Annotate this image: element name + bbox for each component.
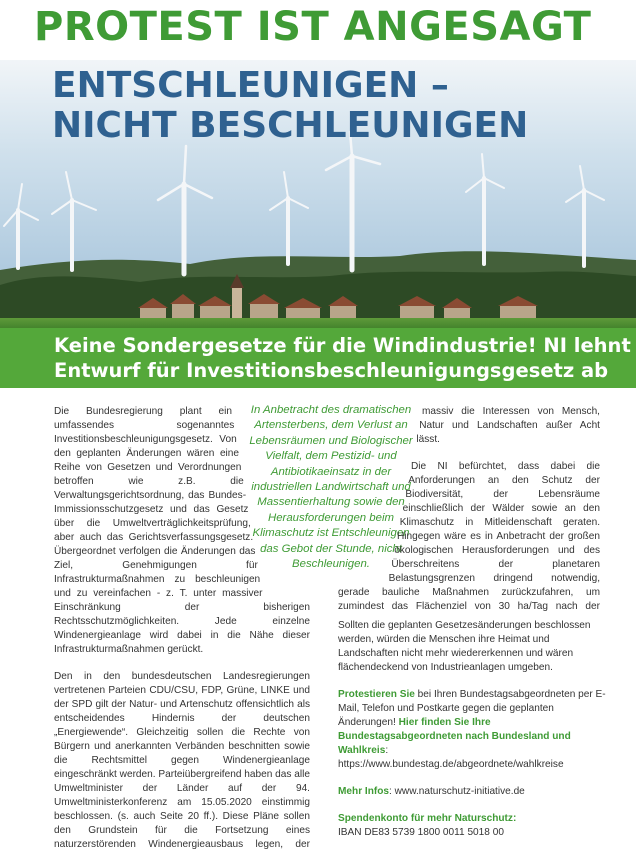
website-link[interactable]: www.naturschutz-initiative.de [394, 786, 525, 797]
donation-label: Spendenkonto für mehr Naturschutz: [338, 813, 517, 824]
subheadline-line-1: Keine Sondergesetze für die Windindustrie! NI lehnt [54, 334, 631, 357]
subheadline-line-2: Entwurf für Investitionsbeschleunigungsgesetz ab [54, 359, 609, 382]
kicker-headline: PROTEST IST ANGESAGT [34, 4, 592, 50]
protest-colon: : [385, 745, 389, 756]
paragraph-concerns: Die NI befürchtet, dass dabei die Anforderungen an den Schutz der Biodiversität, der Lebensräume einschließlich der Wälder sowie an den Klimaschutz in Mitleidenschaft geraten. Hingegen wäre es in Anbetracht der großen ökologischen Herausforderungen und des Überschreitens der planetaren Belastungsgrenzen dringend notwendig, gerade bauliche Maßnahmen zurückzufahren, um zumindest das Flächenziel von 30 ha/Tag nach der [338, 461, 600, 612]
paragraph-nature: massiv die Interessen von Mensch, Natur und Landschaften außer Acht lässt. [416, 406, 600, 445]
pull-quote: In Anbetracht des dramatischen Artensterbens, dem Verlust an Lebensräumen und Biologischer Vielfalt, dem Pestizid- und Antibiotikaeinsatz in der industriellen Landwirtschaft und Massentierhaltung sowie den Herausforderungen beim Klimaschutz ist Entschleunigen das Gebot der Stunde, nicht Beschleunigen. [249, 404, 413, 571]
info-label: Mehr Infos [338, 786, 390, 797]
main-headline [52, 66, 528, 146]
bundestag-link[interactable]: https://www.bundestag.de/abgeordnete/wahlkreise [338, 759, 564, 770]
protest-label: Protestieren Sie [338, 689, 415, 700]
info-colon: : [389, 786, 395, 797]
main-headline-line-2: NICHT BESCHLEUNIGEN [52, 105, 529, 146]
mdb-finder-label: Hier finden Sie Ihre Bundestagsabgeordneten nach Bundesland und Wahlkreis [338, 717, 571, 756]
paragraph-parties: Den in den bundesdeutschen Landesregierungen vertretenen Parteien CDU/CSU, FDP, Grüne, LINKE und der SPD gilt der Natur- und Artenschutz offensichtlich als entscheidendes Hindernis der deutschen „Energiewende“. Gleichzeitig sollen die Rechte von Bürgern und anerkannten Verbänden beschnitten sowie die Rechtsmittel gegen Windenergieanlage eingeschränkt werden. Parteiübergreifend haben das alle Umweltminister der Länder auf der 94. Umweltministerkonferenz am 15.05.2020 einstimmig beschlossen. (s. auch Seite 20 ff.). Diese Pläne sollen den Grundstein für die Fortsetzung eines naturzerstörenden Windenergieausbaus legen, der [54, 671, 310, 849]
paragraph-protest [338, 688, 610, 772]
paragraph-donation [338, 812, 610, 840]
text-flow-layout [0, 389, 636, 849]
iban-value: IBAN DE83 5739 1800 0011 5018 00 [338, 827, 504, 838]
paragraph-more-info [338, 785, 610, 799]
protest-text: bei Ihren Bundestagsabgeordneten per E-Mail, Telefon und Postkarte gegen die geplanten Änderungen! [338, 689, 606, 728]
main-headline-line-1: ENTSCHLEUNIGEN – [52, 65, 449, 106]
paragraph-intro: Die Bundesregierung plant ein umfassendes sogenanntes Investitionsbeschleunigungsgesetz. Von den geplanten Änderungen wären eine Reihe von Gesetzen und Verordnungen betroffen wie z.B. die Verwaltungsgerichtsordnung, das Bundes-Immissionsschutzgesetz und das Gesetz über die Umweltverträglichkeitsprüfung, aber auch das Gerichtsverfassungsgesetz. Übergeordnet verfolgen die Änderungen das Ziel, Genehmigungen für Infrastrukturmaßnahmen zu beschleunigen und zu vereinfachen - z. T. unter massiver Einschränkung der bisherigen Rechtsschutzmöglichkeiten. Jede einzelne Windenergieanlage wird dabei in die Nähe dieser Infrastrukturmaßnahmen gerückt. [54, 406, 310, 655]
subheadline-text [54, 333, 631, 383]
paragraph-consequences: Sollten die geplanten Gesetzesänderungen beschlossen werden, würden die Menschen ihre Heimat und Landschaften nicht mehr wiedererkennen und wären flächendeckend von Industrieanlagen umgeben. [338, 620, 591, 673]
